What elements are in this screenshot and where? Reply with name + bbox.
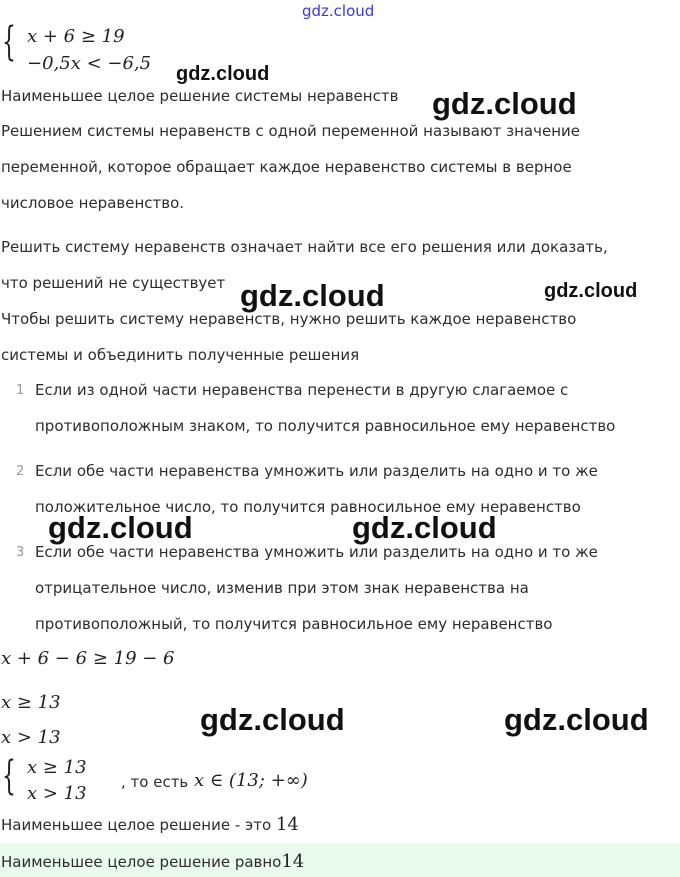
solve-definition-line-2: что решений не существует	[1, 274, 226, 292]
solution-interval: x ∈ (13; +∞)	[194, 770, 308, 791]
solution-step-2: x ≥ 13	[1, 692, 61, 713]
list-item-text: Если обе части неравенства умножить или разделить на одно и то же	[35, 462, 598, 480]
list-item-text: положительное число, то получится равносильное ему неравенство	[35, 498, 581, 516]
list-item-number: 3	[16, 545, 25, 560]
list-item-text: Если из одной части неравенства перенести в другую слагаемое с	[35, 381, 569, 399]
smallest-solution-label: Наименьшее целое решение - это	[1, 816, 272, 834]
answer-box	[0, 843, 680, 877]
brace-icon: {	[2, 753, 16, 799]
watermark-text: gdz.cloud	[352, 510, 497, 545]
how-to-line-1: Чтобы решить систему неравенств, нужно решить каждое неравенство	[1, 310, 577, 328]
watermark-text: gdz.cloud	[200, 702, 345, 737]
inequality-line-2: −0,5x < −6,5	[27, 53, 152, 74]
watermark-text: gdz.cloud	[176, 63, 270, 85]
definition-line-2: переменной, которое обращает каждое неравенство системы в верное	[1, 158, 572, 176]
how-to-line-2: системы и объединить полученные решения	[1, 346, 360, 364]
watermark-text: gdz.cloud	[432, 86, 577, 121]
watermark-text: gdz.cloud	[240, 278, 385, 313]
watermark-text: gdz.cloud	[544, 280, 638, 302]
definition-line-3: числовое неравенство.	[1, 194, 185, 212]
solution-step-1: x + 6 − 6 ≥ 19 − 6	[1, 648, 175, 669]
inequality-line-1: x ≥ 13	[27, 757, 87, 778]
list-item-text: Если обе части неравенства умножить или разделить на одно и то же	[35, 543, 598, 561]
task-heading: Наименьшее целое решение системы неравенств	[1, 87, 399, 105]
smallest-solution-value: 14	[275, 814, 299, 835]
solution-step-3: x > 13	[1, 727, 61, 748]
list-item-text: отрицательное число, изменив при этом знак неравенства на	[35, 579, 529, 597]
answer-label: Наименьшее целое решение равно	[1, 853, 282, 871]
brace-icon: {	[2, 19, 16, 65]
watermark-text: gdz.cloud	[504, 702, 649, 737]
list-item-number: 1	[16, 383, 25, 398]
that-is-text: , то есть	[121, 773, 189, 791]
answer-line	[1, 851, 304, 872]
inequality-line-1: x + 6 ≥ 19	[27, 26, 125, 47]
definition-line-1: Решением системы неравенств с одной переменной называют значение	[1, 122, 580, 140]
list-item-number: 2	[16, 464, 25, 479]
list-item-text: противоположный, то получится равносильное ему неравенство	[35, 615, 553, 633]
watermark-text: gdz.cloud	[48, 510, 193, 545]
inequality-line-2: x > 13	[27, 783, 87, 804]
smallest-solution-line	[1, 816, 299, 834]
solve-definition-line-1: Решить систему неравенств означает найти все его решения или доказать,	[1, 238, 608, 256]
watermark-link[interactable]: gdz.cloud	[302, 2, 375, 20]
answer-value: 14	[281, 851, 305, 872]
list-item-text: противоположным знаком, то получится равносильное ему неравенство	[35, 417, 616, 435]
